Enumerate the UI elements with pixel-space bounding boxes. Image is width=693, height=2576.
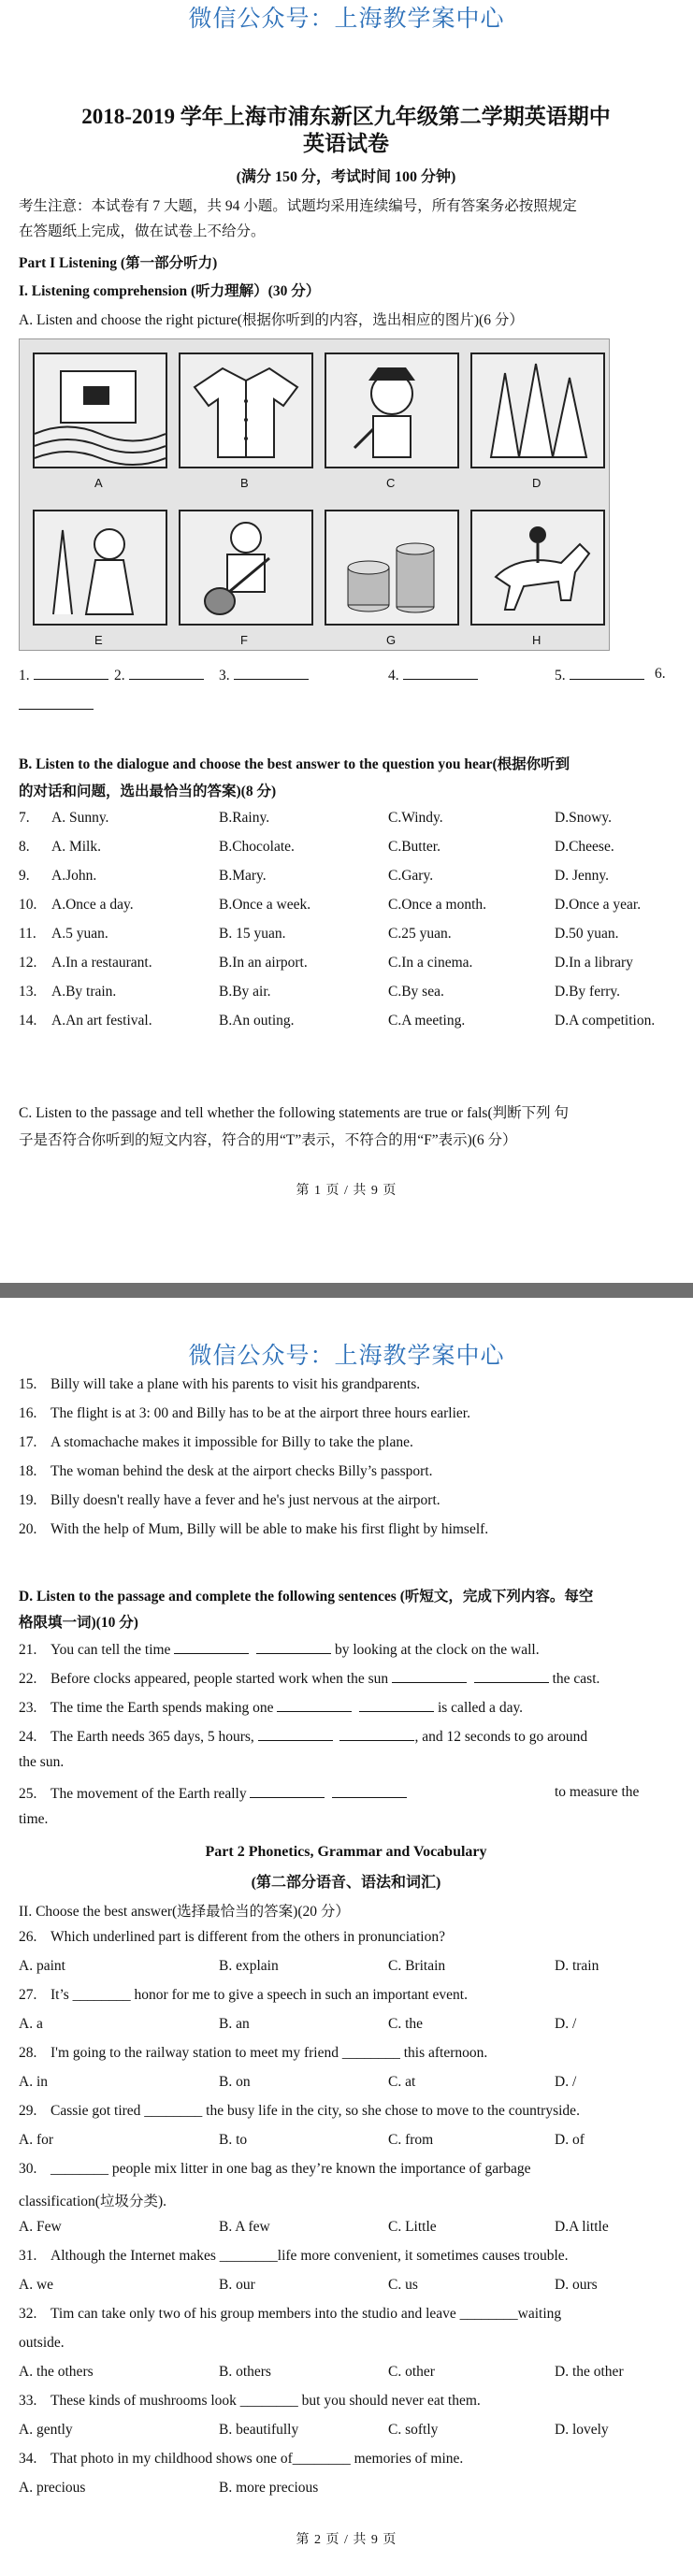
- answer-blank-3[interactable]: [219, 666, 309, 684]
- option-c[interactable]: C.Windy.: [388, 810, 443, 826]
- blank-line: [129, 666, 204, 680]
- question-number: 14.: [19, 1013, 37, 1029]
- sectionB-instruction-line1: B. Listen to the dialogue and choose the best answer to the question you hear(根据你听到: [19, 756, 570, 772]
- option-b[interactable]: B.An outing.: [219, 1013, 295, 1029]
- option-d[interactable]: D. /: [555, 2016, 577, 2032]
- question-text: the cast.: [552, 1671, 600, 1687]
- statement-text: Billy will take a plane with his parents to visit his grandparents.: [51, 1376, 421, 1392]
- sectionD-instruction-line2: 格限填一词)(10 分): [19, 1615, 138, 1631]
- option-c[interactable]: C.Gary.: [388, 868, 434, 884]
- statement-text: The woman behind the desk at the airport checks Billy’s passport.: [51, 1463, 433, 1479]
- sectionB-instruction-line2: 的对话和问题，选出最恰当的答案)(8 分): [19, 784, 277, 799]
- option-a[interactable]: A. Sunny.: [51, 810, 109, 826]
- blank-input[interactable]: [332, 1784, 407, 1798]
- question-34: [19, 2451, 463, 2468]
- option-d[interactable]: D. lovely: [555, 2422, 609, 2438]
- option-c[interactable]: C. at: [388, 2074, 416, 2090]
- sectionC-instruction-line2: 子是否符合你听到的短文内容，符合的用“T”表示，不符合的用“F”表示)(6 分）: [19, 1132, 517, 1148]
- picture-label-a: A: [94, 476, 103, 490]
- question-text: is called a day.: [437, 1700, 524, 1716]
- question-text: I'm going to the railway station to meet my friend ________ this afternoon.: [51, 2045, 488, 2061]
- option-b[interactable]: B.Mary.: [219, 868, 267, 884]
- option-d[interactable]: D. the other: [555, 2364, 624, 2380]
- sectionC-instruction-line1: C. Listen to the passage and tell whether the following statements are true or fals(判断下列 句: [19, 1105, 569, 1121]
- picture-label-d: D: [532, 476, 541, 490]
- blank-input[interactable]: [474, 1669, 549, 1683]
- option-d[interactable]: D. ours: [555, 2277, 598, 2293]
- exam-subtitle: (满分 150 分，考试时间 100 分钟): [236, 169, 456, 185]
- question-number: 9.: [19, 868, 30, 884]
- option-a[interactable]: A. for: [19, 2132, 54, 2148]
- option-b[interactable]: B.Rainy.: [219, 810, 270, 826]
- statement-text: With the help of Mum, Billy will be able to make his first flight by himself.: [51, 1521, 489, 1537]
- page-2: [0, 1298, 693, 2576]
- question-text: Tim can take only two of his group members into the studio and leave ________waiting: [51, 2306, 562, 2322]
- option-c[interactable]: C. Britain: [388, 1958, 446, 1974]
- option-c[interactable]: C.Once a month.: [388, 897, 487, 913]
- sectionA-instruction: A. Listen and choose the right picture(根据你听到的内容，选出相应的图片)(6 分）: [19, 312, 524, 328]
- option-b[interactable]: B. beautifully: [219, 2422, 299, 2438]
- picture-label-f: F: [240, 633, 248, 647]
- option-a[interactable]: A. Few: [19, 2219, 62, 2235]
- picture-coins: [325, 510, 459, 626]
- option-d[interactable]: D. /: [555, 2074, 577, 2090]
- picture-scout-child: [325, 353, 459, 468]
- statement-text: A stomachache makes it impossible for Billy to take the plane.: [51, 1434, 413, 1450]
- question-number: 13.: [19, 984, 37, 1000]
- question-number: 30.: [19, 2161, 37, 2177]
- question-number: 26.: [19, 1929, 37, 1945]
- option-a[interactable]: A.In a restaurant.: [51, 955, 152, 971]
- tf-statement: [19, 1434, 413, 1451]
- question-30: [19, 2161, 531, 2178]
- picture-label-b: B: [240, 476, 249, 490]
- option-d[interactable]: D. of: [555, 2132, 585, 2148]
- option-c[interactable]: C. other: [388, 2364, 435, 2380]
- sectionD-instruction-line1: D. Listen to the passage and complete the following sentences (听短文，完成下列内容。每空: [19, 1589, 594, 1605]
- question-number: 22.: [19, 1671, 37, 1687]
- answer-blank-5[interactable]: [555, 666, 644, 684]
- blank-input[interactable]: [174, 1640, 249, 1654]
- question-text: The time the Earth spends making one: [51, 1700, 274, 1716]
- question-number: 24.: [19, 1729, 37, 1745]
- question-32: [19, 2306, 561, 2323]
- option-d[interactable]: D.A little: [555, 2219, 609, 2235]
- answer-blank-1[interactable]: [19, 666, 108, 684]
- answer-blank-4[interactable]: [388, 666, 478, 684]
- question-25-continuation: time.: [19, 1811, 49, 1827]
- picture-label-g: G: [386, 633, 397, 647]
- option-d[interactable]: D.50 yuan.: [555, 926, 619, 942]
- question-number: 16.: [19, 1405, 37, 1421]
- question-number: 18.: [19, 1463, 37, 1479]
- tf-statement: [19, 1463, 433, 1480]
- question-text: That photo in my childhood shows one of________ memories of mine.: [51, 2451, 464, 2467]
- answer-number: 3.: [219, 668, 230, 684]
- option-a[interactable]: A. a: [19, 2016, 43, 2032]
- option-b[interactable]: B. others: [219, 2364, 271, 2380]
- tf-statement: [19, 1405, 470, 1422]
- option-d[interactable]: D. Jenny.: [555, 868, 609, 884]
- page-footer: 第 2 页 / 共 9 页: [296, 2533, 397, 2547]
- exam-title-line1: 2018-2019 学年上海市浦东新区九年级第二学期英语期中: [81, 105, 611, 128]
- blank-input[interactable]: [359, 1698, 434, 1712]
- answer-number: 2.: [114, 668, 125, 684]
- statement-text: Billy doesn't really have a fever and he's just nervous at the airport.: [51, 1492, 440, 1508]
- option-c[interactable]: C. us: [388, 2277, 418, 2293]
- picture-boy-guitar: [179, 510, 313, 626]
- blank-input[interactable]: [277, 1698, 352, 1712]
- option-c[interactable]: C.A meeting.: [388, 1013, 466, 1029]
- blank-input[interactable]: [258, 1727, 333, 1741]
- option-a[interactable]: A. the others: [19, 2364, 94, 2380]
- option-b[interactable]: B.Chocolate.: [219, 839, 295, 855]
- option-a[interactable]: A. precious: [19, 2480, 86, 2496]
- option-d[interactable]: D.In a library: [555, 955, 633, 971]
- question-text: Before clocks appeared, people started work when the sun: [51, 1671, 389, 1687]
- answer-blank-2[interactable]: [114, 666, 204, 684]
- question-text: You can tell the time: [51, 1642, 171, 1658]
- question-29: [19, 2103, 580, 2120]
- question-text: The Earth needs 365 days, 5 hours,: [51, 1729, 254, 1745]
- blank-input[interactable]: [392, 1669, 467, 1683]
- question-number: 10.: [19, 897, 37, 913]
- question-continuation: classification(垃圾分类).: [19, 2194, 166, 2209]
- option-a[interactable]: A. gently: [19, 2422, 73, 2438]
- question-number: 19.: [19, 1492, 37, 1508]
- option-d[interactable]: D.Once a year.: [555, 897, 642, 913]
- option-d[interactable]: D.Snowy.: [555, 810, 613, 826]
- option-b[interactable]: B. to: [219, 2132, 248, 2148]
- question-text: ________ people mix litter in one bag as they’re known the importance of garbage: [51, 2161, 531, 2177]
- picture-label-e: E: [94, 633, 103, 647]
- picture-label-c: C: [386, 476, 396, 490]
- picture-forest: [470, 353, 605, 468]
- option-c[interactable]: C. softly: [388, 2422, 439, 2438]
- option-a[interactable]: A. Milk.: [51, 839, 101, 855]
- question-number: 33.: [19, 2393, 37, 2409]
- question-33: [19, 2393, 481, 2410]
- question-number: 17.: [19, 1434, 37, 1450]
- option-a[interactable]: A. in: [19, 2074, 48, 2090]
- option-b[interactable]: B. an: [219, 2016, 250, 2032]
- question-continuation: outside.: [19, 2335, 65, 2351]
- question-number: 20.: [19, 1521, 37, 1537]
- question-text: The movement of the Earth really: [51, 1786, 247, 1802]
- question-text: Although the Internet makes ________life more convenient, it sometimes causes trouble.: [51, 2248, 569, 2264]
- question-number: 28.: [19, 2045, 37, 2061]
- question-number: 12.: [19, 955, 37, 971]
- option-a[interactable]: A.An art festival.: [51, 1013, 152, 1029]
- blank-line: [19, 696, 94, 710]
- question-25-tail: to measure the: [555, 1784, 640, 1800]
- option-a[interactable]: A. paint: [19, 1958, 65, 1974]
- question-text: Cassie got tired ________ the busy life in the city, so she chose to move to the countryside.: [51, 2103, 580, 2119]
- question-number: 15.: [19, 1376, 37, 1392]
- tf-statement: [19, 1492, 440, 1509]
- notice-line2: 在答题纸上完成，做在试卷上不给分。: [19, 223, 266, 239]
- question-22: [19, 1669, 599, 1688]
- option-a[interactable]: A. we: [19, 2277, 54, 2293]
- tf-statement: [19, 1376, 420, 1393]
- question-21: [19, 1640, 540, 1659]
- page-footer: 第 1 页 / 共 9 页: [296, 1184, 397, 1198]
- question-28: [19, 2045, 487, 2062]
- option-c[interactable]: C.By sea.: [388, 984, 444, 1000]
- option-c[interactable]: C. Little: [388, 2219, 437, 2235]
- blank-input[interactable]: [250, 1784, 325, 1798]
- option-a[interactable]: A.5 yuan.: [51, 926, 108, 942]
- question-31: [19, 2248, 569, 2265]
- watermark: 微信公众号：上海教学案中心: [188, 1342, 505, 1369]
- answer-number: 1.: [19, 668, 30, 684]
- answer-number-6: 6.: [655, 666, 666, 682]
- option-b[interactable]: B. explain: [219, 1958, 279, 1974]
- notice-line1: 考生注意：本试卷有 7 大题，共 94 小题。试题均采用连续编号，所有答案务必按照规定: [19, 198, 577, 214]
- option-d[interactable]: D. train: [555, 1958, 599, 1974]
- picture-shirt: [179, 353, 313, 468]
- question-23: [19, 1698, 523, 1717]
- part2-title: Part 2 Phonetics, Grammar and Vocabulary: [205, 1844, 487, 1860]
- question-number: 11.: [19, 926, 36, 942]
- blank-input[interactable]: [339, 1727, 414, 1741]
- picture-film-landscape: [33, 353, 167, 468]
- question-number: 7.: [19, 810, 30, 826]
- option-b[interactable]: B.Once a week.: [219, 897, 311, 913]
- option-a[interactable]: A.John.: [51, 868, 97, 884]
- answer-number: 4.: [388, 668, 399, 684]
- option-c[interactable]: C.In a cinema.: [388, 955, 473, 971]
- statement-text: The flight is at 3: 00 and Billy has to be at the airport three hours earlier.: [51, 1405, 470, 1421]
- question-24-continuation: the sun.: [19, 1754, 65, 1770]
- watermark: 微信公众号：上海教学案中心: [188, 5, 505, 32]
- question-text: , and 12 seconds to go around: [414, 1729, 588, 1745]
- answer-blank-6[interactable]: [19, 696, 94, 714]
- sectionII-instruction: II. Choose the best answer(选择最恰当的答案)(20 分）: [19, 1904, 350, 1920]
- answer-number: 5.: [555, 668, 566, 684]
- question-text: by looking at the clock on the wall.: [334, 1642, 540, 1658]
- exam-title-line2: 英语试卷: [303, 132, 389, 155]
- question-26: [19, 1929, 445, 1946]
- option-c[interactable]: C. from: [388, 2132, 434, 2148]
- blank-line: [570, 666, 644, 680]
- blank-input[interactable]: [256, 1640, 331, 1654]
- question-24: [19, 1727, 587, 1746]
- question-number: 34.: [19, 2451, 37, 2467]
- tf-statement: [19, 1521, 488, 1538]
- option-b[interactable]: B. more precious: [219, 2480, 319, 2496]
- option-d[interactable]: D.By ferry.: [555, 984, 621, 1000]
- option-b[interactable]: B. A few: [219, 2219, 270, 2235]
- option-b[interactable]: B.By air.: [219, 984, 271, 1000]
- question-25: [19, 1784, 407, 1803]
- option-b[interactable]: B. 15 yuan.: [219, 926, 286, 942]
- picture-horse-rider: [470, 510, 605, 626]
- option-a[interactable]: A.By train.: [51, 984, 117, 1000]
- option-b[interactable]: B.In an airport.: [219, 955, 308, 971]
- question-text: Which underlined part is different from the others in pronunciation?: [51, 1929, 445, 1945]
- blank-line: [403, 666, 478, 680]
- picture-label-h: H: [532, 633, 541, 647]
- option-d[interactable]: D.A competition.: [555, 1013, 656, 1029]
- blank-line: [34, 666, 108, 680]
- option-c[interactable]: C. the: [388, 2016, 424, 2032]
- question-number: 29.: [19, 2103, 37, 2119]
- part2-subtitle: (第二部分语音、语法和词汇): [251, 1875, 441, 1891]
- question-number: 23.: [19, 1700, 37, 1716]
- picture-girl-tree: [33, 510, 167, 626]
- option-c[interactable]: C.25 yuan.: [388, 926, 452, 942]
- option-a[interactable]: A.Once a day.: [51, 897, 134, 913]
- option-b[interactable]: B. on: [219, 2074, 251, 2090]
- option-d[interactable]: D.Cheese.: [555, 839, 614, 855]
- question-number: 21.: [19, 1642, 37, 1658]
- section1-heading: I. Listening comprehension (听力理解）(30 分）: [19, 283, 321, 299]
- listening-pictures: [19, 338, 610, 651]
- option-c[interactable]: C.Butter.: [388, 839, 440, 855]
- question-27: [19, 1987, 468, 2004]
- question-number: 32.: [19, 2306, 37, 2322]
- option-b[interactable]: B. our: [219, 2277, 255, 2293]
- blank-line: [234, 666, 309, 680]
- question-text: It’s ________ honor for me to give a speech in such an important event.: [51, 1987, 468, 2003]
- question-number: 31.: [19, 2248, 37, 2264]
- question-text: These kinds of mushrooms look ________ but you should never eat them.: [51, 2393, 481, 2409]
- page-1: [0, 0, 693, 1283]
- question-number: 27.: [19, 1987, 37, 2003]
- question-number: 25.: [19, 1786, 37, 1802]
- question-number: 8.: [19, 839, 30, 855]
- part1-heading: Part I Listening (第一部分听力): [19, 255, 218, 271]
